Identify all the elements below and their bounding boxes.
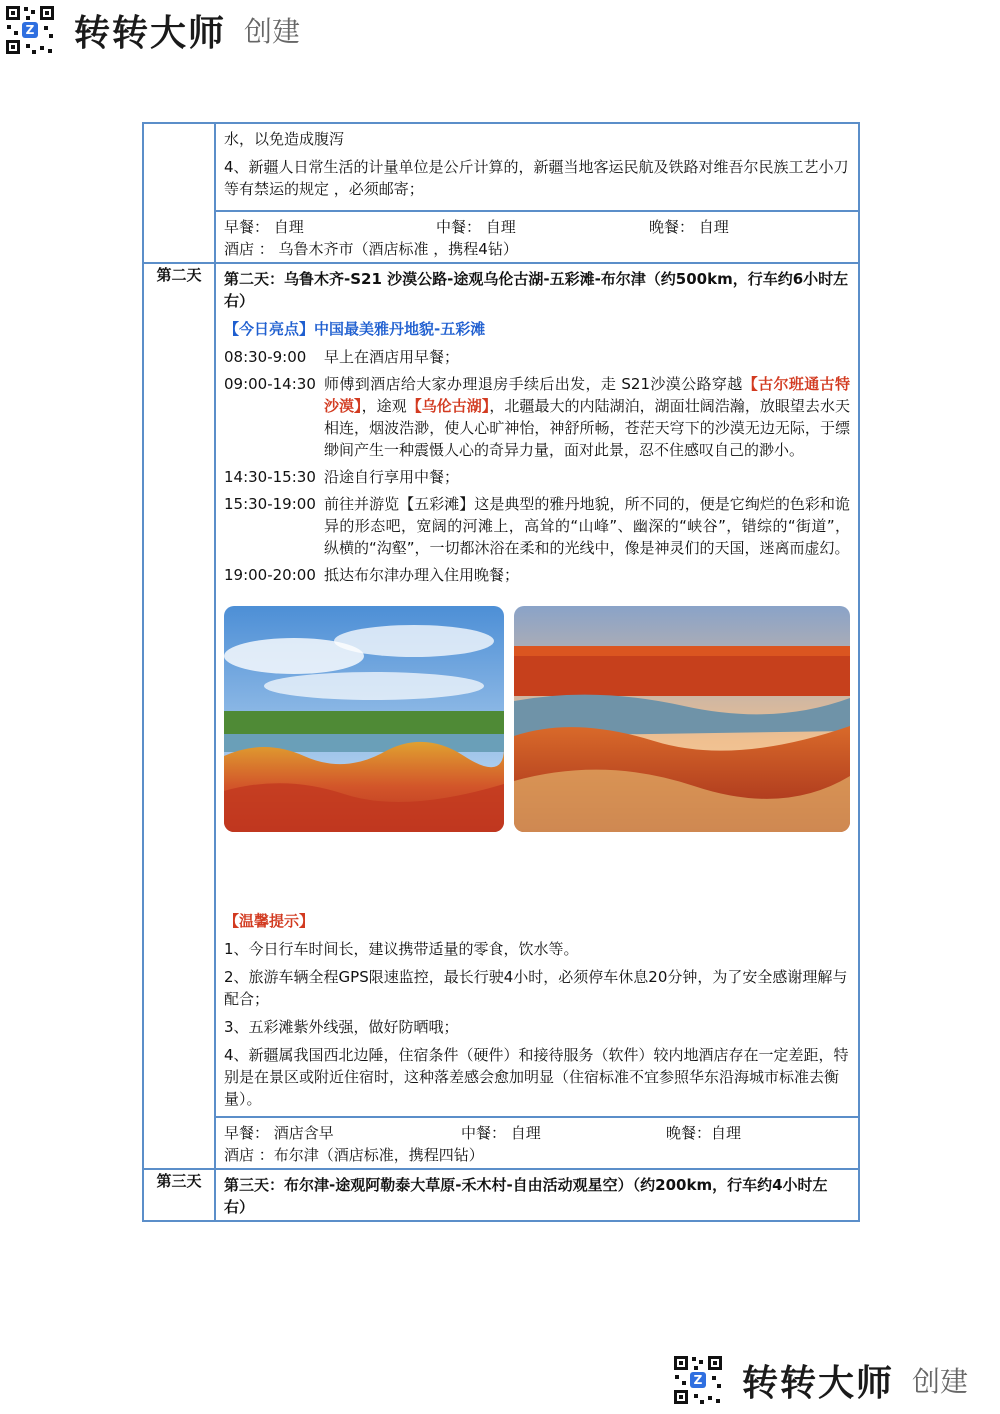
brand-name: 转转大师 (742, 1362, 895, 1404)
schedule-time: 15:30-19:00 (224, 495, 316, 513)
schedule-time: 14:30-15:30 (224, 468, 316, 486)
breakfast-text: 早餐： 酒店含早 (224, 1124, 334, 1142)
day2-title: 第二天：乌鲁木齐-S21 沙漠公路-途观乌伦古湖-五彩滩-布尔津（约500km，行车约6小时左右） (224, 270, 849, 310)
qr-code-icon (4, 4, 56, 56)
tip-item: 3、五彩滩紫外线强，做好防晒哦； (224, 1018, 459, 1036)
schedule-desc-part: ，北疆最大的内陆湖泊，湖面壮阔浩瀚，放眼望去水天相连，烟波浩渺，使人心旷神怡，神舒所畅，苍茫天穹下的沙漠无边无际，于缥缈间产生一种震慑人心的奇异力量，面对此景，忍不住感叹自己的渺小。 (324, 397, 850, 459)
day3-label: 第三天 (143, 1169, 215, 1221)
day2-row (143, 263, 859, 1117)
schedule-time: 09:00-14:30 (224, 375, 316, 393)
dinner-text: 晚餐：自理 (666, 1124, 742, 1142)
qr-code-icon (672, 1354, 724, 1406)
note-item: 4、新疆人日常生活的计量单位是公斤计算的，新疆当地客运民航及铁路对维吾尔民族工艺小刀等有禁运的规定 ，必须邮寄； (224, 158, 849, 198)
colorful-beach-photo-1 (224, 606, 504, 832)
schedule-item (224, 373, 850, 461)
hotel-text: 酒店 ：布尔津（酒店标准，携程四钻） (224, 1146, 484, 1164)
hotel-text: 酒店 ： 乌鲁木齐市（酒店标准 ，携程4钻） (224, 240, 518, 258)
day3-row (143, 1169, 859, 1221)
photo-row (224, 606, 850, 832)
brand-sub: 创建 (912, 1365, 969, 1398)
breakfast-text: 早餐： 自理 (224, 218, 304, 236)
lake-highlight: 【乌伦古湖】 (406, 397, 490, 415)
svg-text:Z: Z (693, 1373, 703, 1387)
brand-header (4, 4, 300, 56)
schedule-desc: 沿途自行享用中餐； (324, 468, 460, 486)
continued-notes-cell (215, 123, 859, 211)
day3-title: 第三天：布尔津-途观阿勒泰大草原-禾木村-自由活动观星空）（约200km，行车约4小时左右） (224, 1176, 828, 1216)
tip-item: 4、新疆属我国西北边陲，住宿条件（硬件）和接待服务（软件）较内地酒店存在一定差距，特别是在景区或附近住宿时，这种落差感会愈加明显（住宿标准不宜参照华东沿海城市标准去衡量）。 (224, 1046, 849, 1108)
tip-item: 1、今日行车时间长，建议携带适量的零食，饮水等。 (224, 940, 579, 958)
schedule-desc: 前往并游览【五彩滩】这是典型的雅丹地貌，所不同的，便是它绚烂的色彩和诡异的形态吧，宽阔的河滩上，高耸的“山峰”、幽深的“峡谷”，错综的“街道”，纵横的“沟壑”，一切都沐浴在柔和的光线中，像是神灵们的天国，迷离而虚幻。 (324, 495, 850, 557)
schedule-time: 08:30-9:00 (224, 348, 307, 366)
lunch-text: 中餐： 自理 (436, 218, 516, 236)
schedule-item (224, 346, 850, 368)
schedule-item (224, 493, 850, 559)
schedule-desc: 早上在酒店用早餐； (324, 348, 460, 366)
day2-highlight: 【今日亮点】中国最美雅丹地貌-五彩滩 (224, 320, 486, 338)
schedule-desc (324, 373, 850, 461)
meals-row-prev (143, 211, 859, 263)
dinner-text: 晚餐： 自理 (649, 218, 729, 236)
note-line: 水，以免造成腹泻 (224, 130, 345, 148)
schedule-time: 19:00-20:00 (224, 566, 316, 584)
desert-highlight: 【古尔班通古特沙漠】 (324, 375, 850, 415)
itinerary-table (142, 122, 860, 1222)
continued-row (143, 123, 859, 211)
brand-footer (672, 1354, 968, 1406)
day-cell-prev (143, 123, 215, 263)
tip-item: 2、旅游车辆全程GPS限速监控，最长行驶4小时，必须停车休息20分钟，为了安全感谢理解与配合； (224, 968, 848, 1008)
day2-meals-row (143, 1117, 859, 1169)
meals-cell-prev (215, 211, 859, 263)
svg-text:Z: Z (25, 23, 35, 37)
day2-content-cell (215, 263, 859, 1117)
tips-title: 【温馨提示】 (224, 912, 315, 930)
day3-content-cell (215, 1169, 859, 1221)
schedule-desc-part: ，途观 (361, 397, 407, 415)
day2-meals-cell (215, 1117, 859, 1169)
schedule-item (224, 564, 850, 586)
lunch-text: 中餐： 自理 (461, 1124, 541, 1142)
schedule-item (224, 466, 850, 488)
brand-sub: 创建 (244, 15, 301, 48)
day2-label: 第二天 (143, 263, 215, 1169)
schedule-desc-part: 师傅到酒店给大家办理退房手续后出发，走 S21沙漠公路穿越 (324, 375, 743, 393)
colorful-beach-photo-2 (514, 606, 850, 832)
schedule-desc: 抵达布尔津办理入住用晚餐； (324, 566, 520, 584)
brand-name: 转转大师 (74, 12, 227, 54)
